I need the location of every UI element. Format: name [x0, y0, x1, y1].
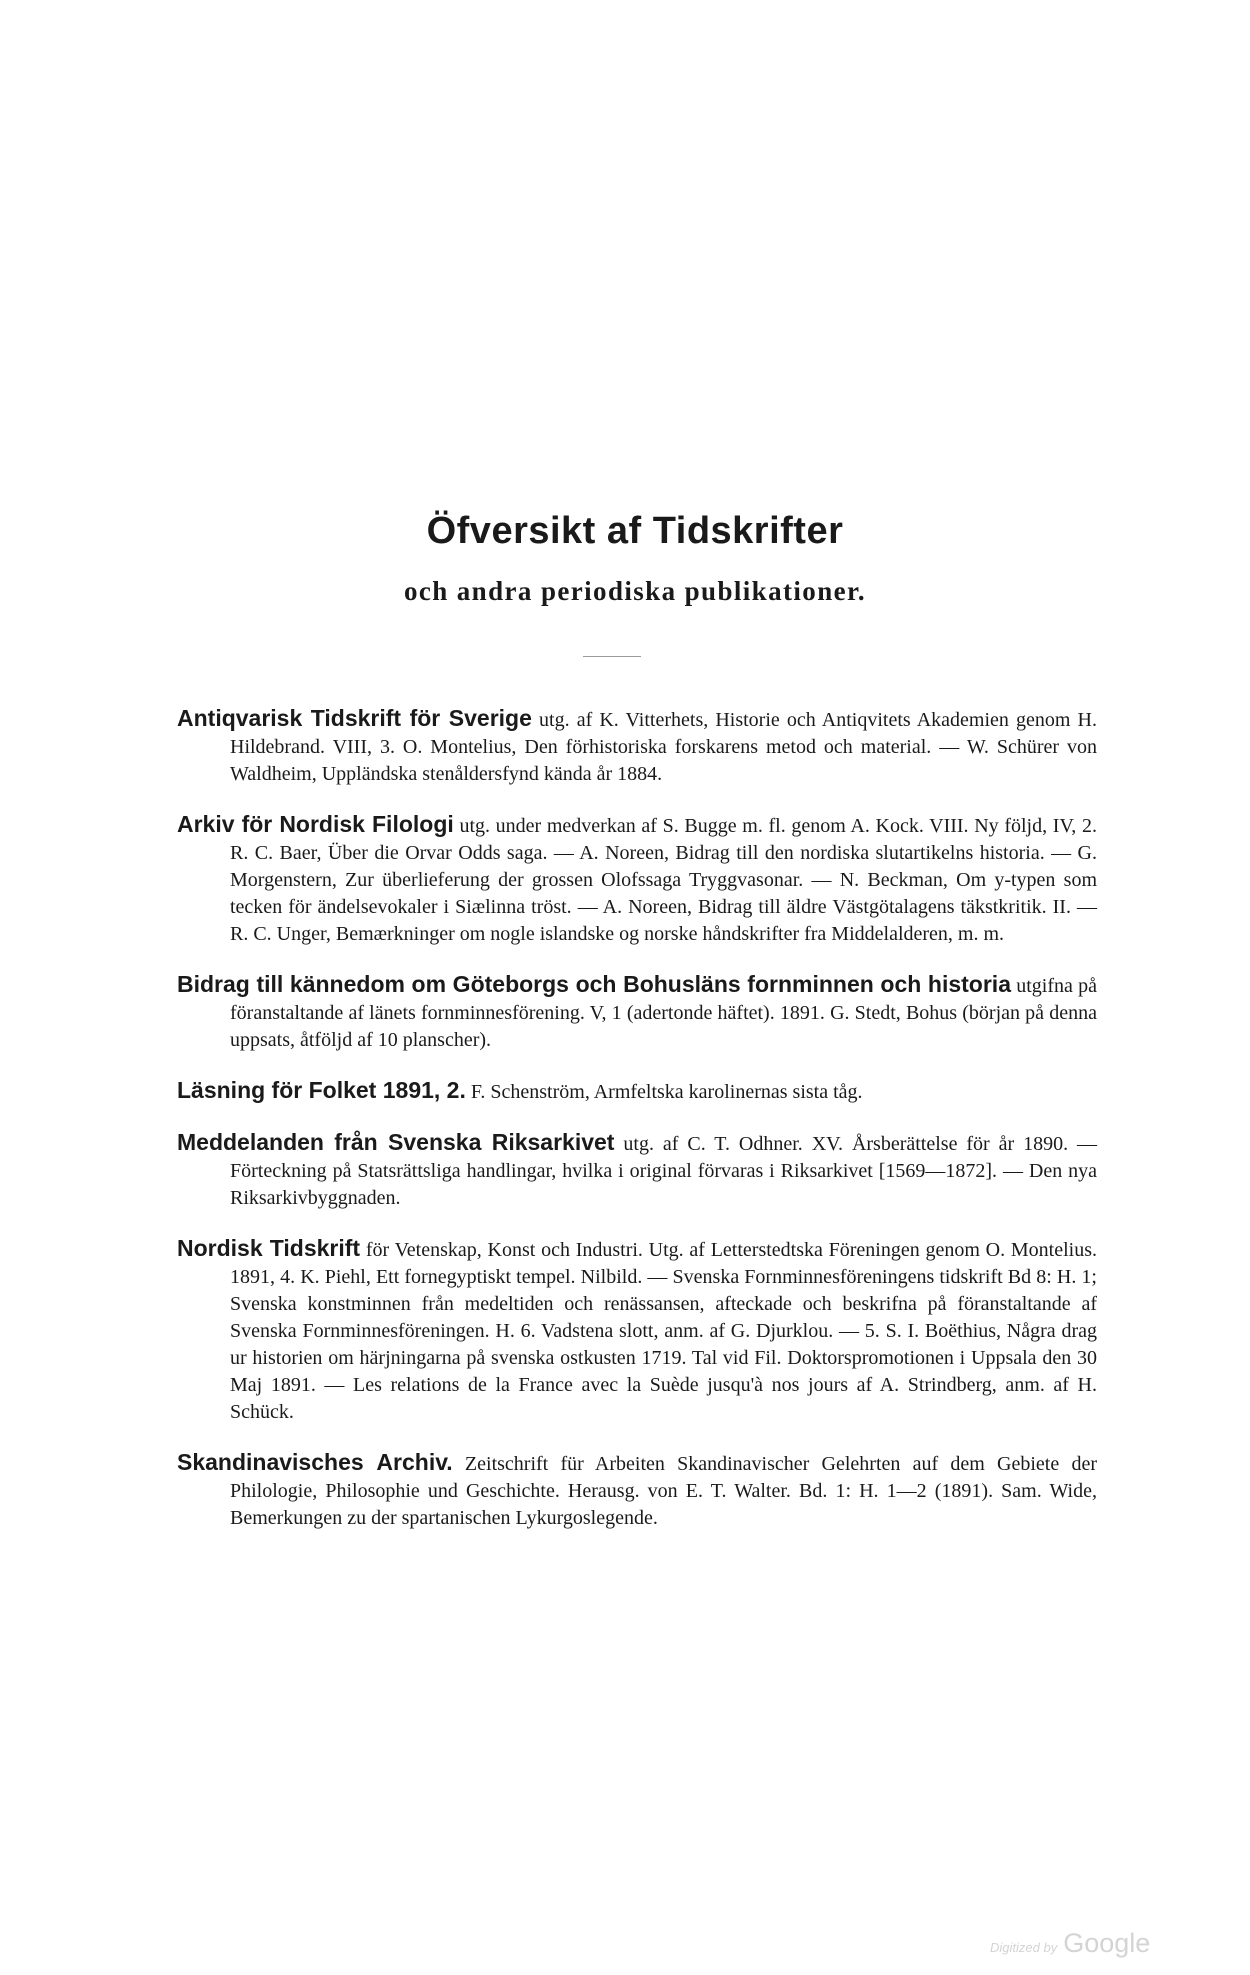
page-title: Öfversikt af Tidskrifter: [426, 510, 844, 552]
entry-title: Läsning för Folket 1891, 2.: [177, 1077, 466, 1103]
entry-antiqvarisk-tidskrift: [177, 705, 1097, 788]
entry-text: F. Schenström, Armfeltska karolinernas sista tåg.: [470, 1081, 863, 1103]
entry-lasning-for-folket: [177, 1077, 1097, 1106]
entry-skandinavisches-archiv: [177, 1449, 1097, 1532]
page-subtitle: och andra periodiska publikationer.: [403, 576, 867, 606]
entry-title: Antiqvarisk Tidskrift för Sverige: [177, 705, 532, 731]
google-watermark: [990, 1928, 1150, 1959]
entry-text: utg. af C. T. Odhner. XV. Årsberättelse för år 1890. — Förteckning på Statsrättsliga handlingar, hvilka i original förvaras i Riksarkivet [1569—1872]. — Den nya Riksarkivbyggnaden.: [230, 1133, 1098, 1209]
entry-text: för Vetenskap, Konst och Industri. Utg. af Letterstedtska Föreningen genom O. Montelius. 1891, 4. K. Piehl, Ett fornegyptiskt tempel. Nilbild. — Svenska Fornminnesföreningens tidskrift Bd 8: H. 1; Svenska konstminnen från medeltiden och renässansen, afteckade och beskrifna på föranstaltande af Svenska Fornminnesföreningen. H. 6. Vadstena slott, anm. af G. Djurklou. — 5. S. I. Boëthius, Några drag ur historien om härjningarna på svenska ostkusten 1719. Tal vid Fil. Doktorspromotionen i Uppsala den 30 Maj 1891. — Les relations de la France avec la Suède jusqu'à nos jours af A. Strindberg, anm. af H. Schück.: [230, 1239, 1097, 1423]
entry-text: utg. under medverkan af S. Bugge m. fl. genom A. Kock. VIII. Ny följd, IV, 2. R. C. Baer, Über die Orvar Odds saga. — A. Noreen, Bidrag till den nordiska slutartikelns historia. — G. Morgenstern, Zur überlieferung der grossen Olofssaga Tryggvasonar. — N. Beckman, Om y-typen som tecken för ändelsevokaler i Siælinna tröst. — A. Noreen, Bidrag till äldre Västgötalagens täkstkritik. II. — R. C. Unger, Bemærkninger om nogle islandske og norske håndskrifter fra Middelalderen, m. m.: [230, 815, 1097, 945]
entry-text: utg. af K. Vitterhets, Historie och Antiqvitets Akademien genom H. Hildebrand. VIII, 3. O. Montelius, Den förhistoriska forskarens metod och material. — W. Schürer von Waldheim, Uppländska stenåldersfynd kända år 1884.: [230, 709, 1098, 785]
entry-title: Meddelanden från Svenska Riksarkivet: [177, 1129, 615, 1155]
entry-title: Arkiv för Nordisk Filologi: [177, 811, 454, 837]
watermark-prefix: Digitized by: [990, 1940, 1058, 1955]
entry-nordisk-tidskrift: [177, 1235, 1097, 1426]
entry-arkiv-nordisk-filologi: [177, 811, 1097, 948]
entry-text: utgifna på föranstaltande af länets fornminnesförening. V, 1 (adertonde häftet). 1891. G. Stedt, Bohus (början på denna uppsats, åtföljd af 10 planscher).: [230, 975, 1097, 1051]
watermark-brand: Google: [1063, 1928, 1151, 1958]
entry-text: Zeitschrift für Arbeiten Skandinavischer Gelehrten auf dem Gebiete der Philologie, Philosophie und Geschichte. Herausg. von E. T. Walter. Bd. 1: H. 1—2 (1891). Sam. Wide, Bemerkungen zu der spartanischen Lykurgoslegende.: [230, 1453, 1098, 1529]
entry-bidrag-goteborgs-bohuslans: [177, 971, 1097, 1054]
entry-title: Skandinavisches Archiv.: [177, 1449, 453, 1475]
entry-title: Bidrag till kännedom om Göteborgs och Bohusläns fornminnen och historia: [177, 971, 1011, 997]
title-divider: [583, 656, 641, 657]
periodical-list: [177, 705, 1097, 1555]
entry-title: Nordisk Tidskrift: [177, 1235, 361, 1261]
entry-meddelanden-riksarkivet: [177, 1129, 1097, 1212]
